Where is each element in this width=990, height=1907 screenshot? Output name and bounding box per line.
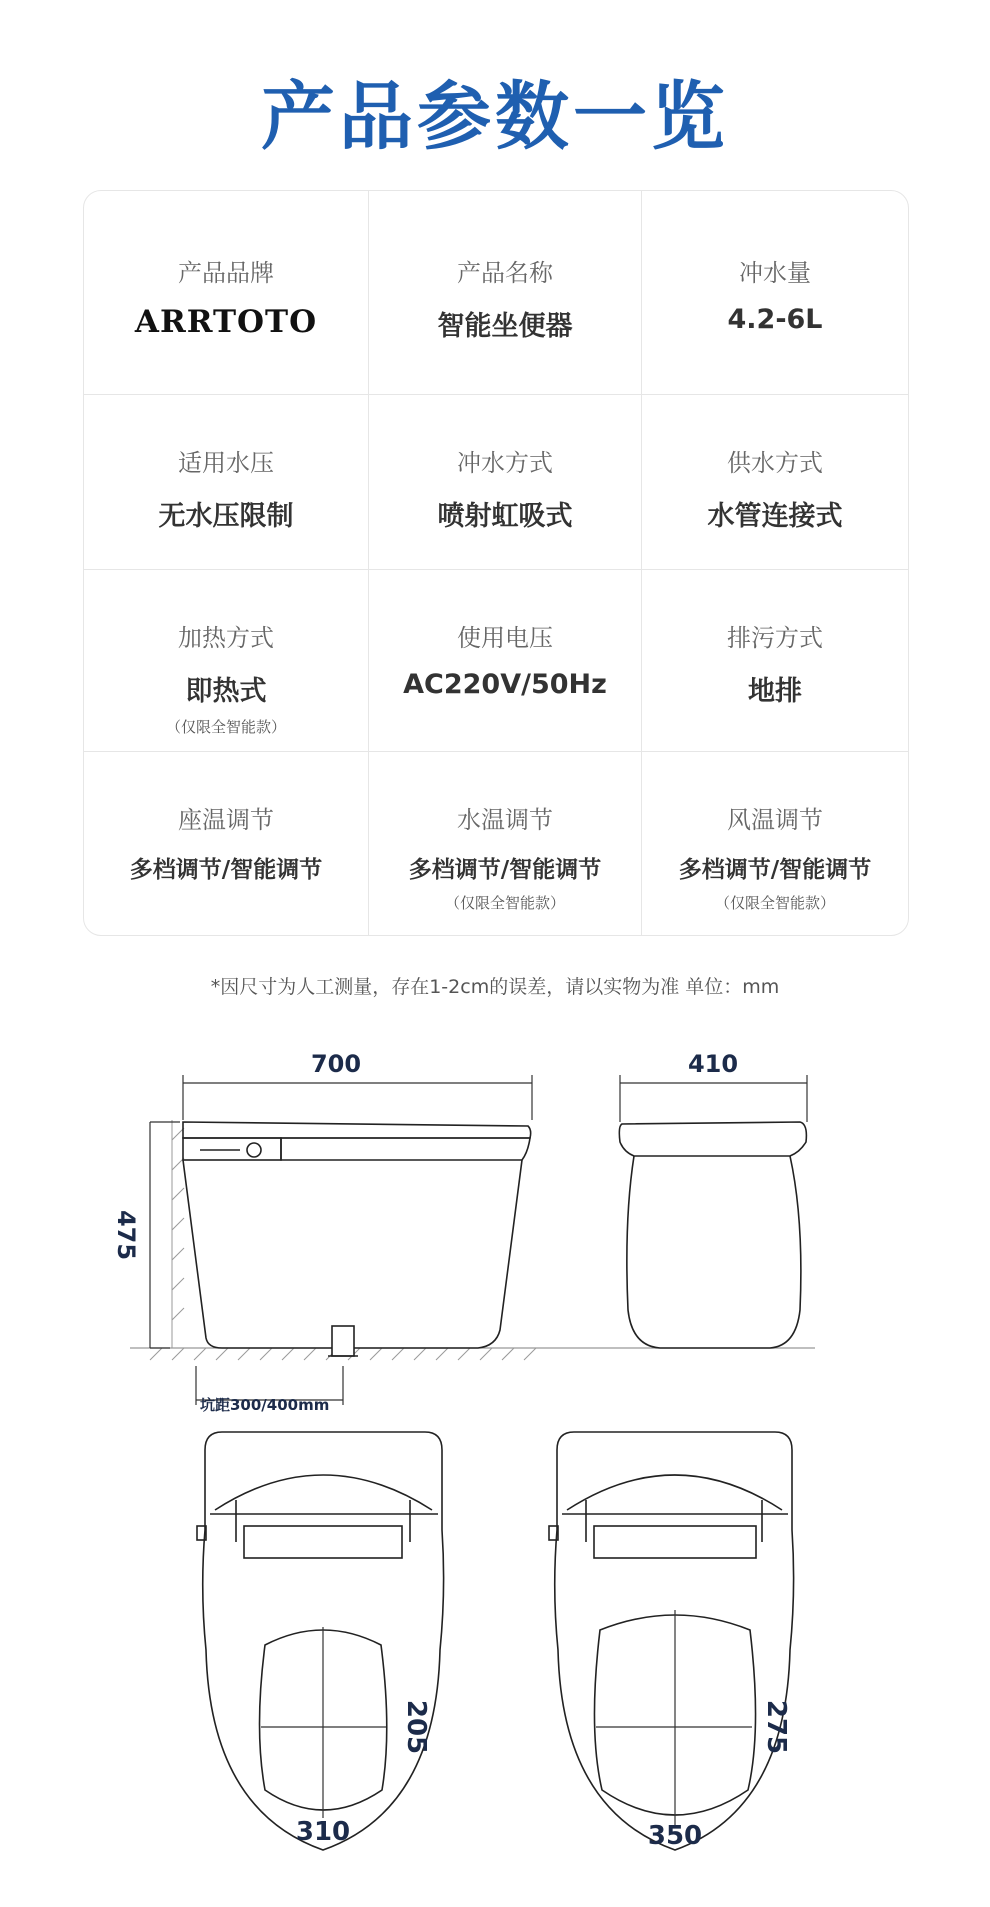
spec-cell-seat-temp (84, 752, 369, 935)
seat1-width-dimension: 310 (295, 1817, 351, 1847)
spec-label: 产品品牌 (178, 259, 274, 287)
spec-value: 多档调节/智能调节 (129, 857, 323, 883)
spec-label: 供水方式 (727, 449, 823, 477)
spec-value: 即热式 (185, 676, 267, 707)
spec-value: 多档调节/智能调节 (678, 857, 872, 883)
spec-value: 多档调节/智能调节 (408, 857, 602, 883)
spec-note: （仅限全智能款） (444, 894, 565, 912)
seat2-height-dimension: 275 (761, 1699, 791, 1755)
spec-value: 地排 (748, 676, 802, 707)
spec-cell-product-name (369, 191, 642, 395)
spec-value: 智能坐便器 (437, 311, 573, 342)
brand-logo-text: ARRTOTO (134, 304, 318, 340)
spec-cell-flush-volume (642, 191, 908, 395)
spec-label: 风温调节 (727, 806, 823, 834)
front-view-drawing (619, 1122, 806, 1348)
spec-label: 适用水压 (178, 449, 274, 477)
spec-label: 使用电压 (457, 624, 553, 652)
spec-table (83, 190, 909, 936)
spec-value: 喷射虹吸式 (437, 501, 573, 532)
spec-value: 无水压限制 (158, 501, 294, 532)
spec-label: 座温调节 (178, 806, 274, 834)
spec-label: 加热方式 (178, 624, 274, 652)
height-dimension: 475 (112, 1209, 140, 1261)
dimension-diagram (0, 1030, 990, 1907)
spec-cell-air-temp (642, 752, 908, 935)
spec-cell-water-supply (642, 395, 908, 570)
dimension-lines (150, 1075, 807, 1405)
spec-value: 水管连接式 (707, 501, 843, 532)
page-title: 产品参数一览 (261, 74, 729, 160)
spec-note: （仅限全智能款） (165, 718, 286, 736)
spec-note: （仅限全智能款） (714, 894, 835, 912)
spec-label: 冲水方式 (457, 449, 553, 477)
width-dimension: 410 (687, 1050, 739, 1078)
seat1-height-dimension: 205 (401, 1699, 431, 1755)
spec-value: 4.2-6L (727, 304, 823, 335)
spec-cell-brand (84, 191, 369, 395)
seat2-width-dimension: 350 (647, 1821, 703, 1851)
spec-label: 水温调节 (457, 806, 553, 834)
spec-cell-water-pressure (84, 395, 369, 570)
spec-value: AC220V/50Hz (403, 669, 607, 700)
spec-label: 排污方式 (727, 624, 823, 652)
spec-cell-heating (84, 570, 369, 752)
length-dimension: 700 (310, 1050, 362, 1078)
rough-in-label: 坑距300/400mm (200, 1396, 330, 1414)
spec-cell-voltage (369, 570, 642, 752)
measurement-disclaimer: *因尺寸为人工测量，存在1-2cm的误差，请以实物为准 单位：mm (210, 976, 780, 998)
seat-top-view-2 (549, 1432, 794, 1850)
spec-label: 产品名称 (457, 259, 553, 287)
spec-cell-drain (642, 570, 908, 752)
spec-label: 冲水量 (739, 259, 811, 287)
spec-cell-flush-method (369, 395, 642, 570)
seat-top-view-1 (197, 1432, 444, 1850)
spec-cell-water-temp (369, 752, 642, 935)
